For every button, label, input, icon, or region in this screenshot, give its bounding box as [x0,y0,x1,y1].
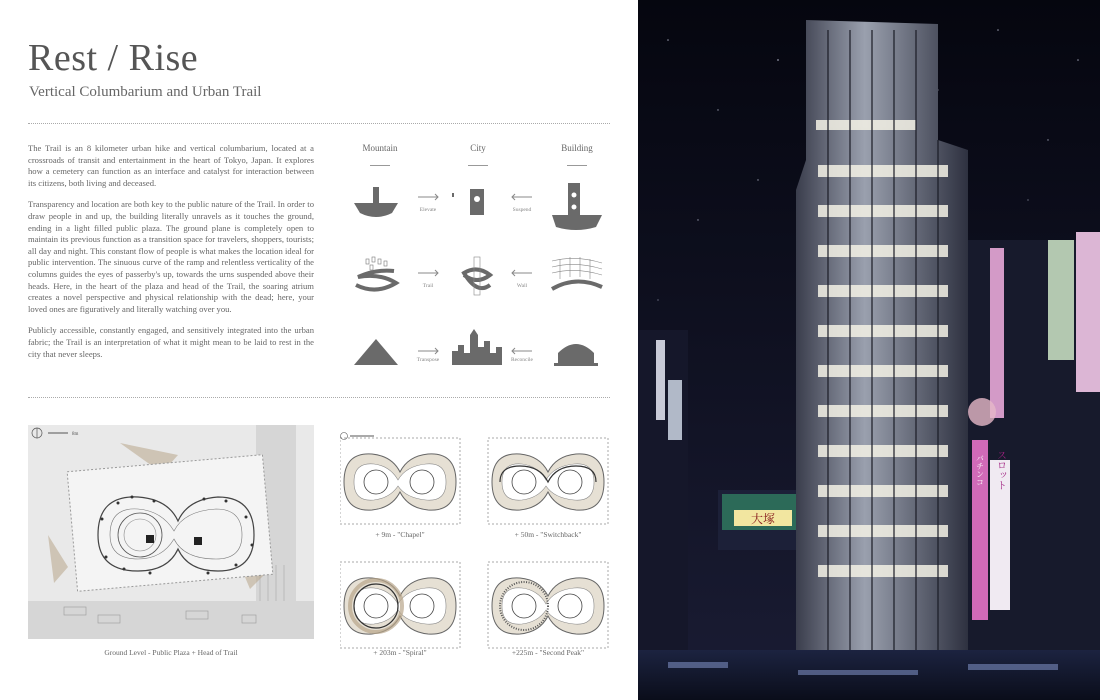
plan-chapel [340,438,460,524]
mountain-transpose-icon [354,339,398,365]
upper-level-plans [340,432,615,657]
plan-spiral [340,562,460,648]
city-tower-icon [452,189,484,215]
caption-switchback: + 50m - "Switchback" [514,530,582,539]
plan-switchback [488,438,608,524]
sign-otsuka: 大塚 [750,512,776,526]
column-head-city: City [470,143,486,153]
arrow-label-elevate: Elevate [419,207,437,213]
plan-second-peak [488,562,608,648]
sign-pachinko: バチンコ [975,454,985,486]
caption-chapel: + 9m - "Chapel" [375,530,425,539]
ground-level-plan [28,425,314,639]
paragraph-3: Publicly accessible, constantly engaged, and sensitively integrated into the urban fabric; the Trail is an interpretation of what it might mean to be laid to rest in the city that never sleeps. [28,325,314,359]
arrow-label-wall: Wall [516,283,528,289]
divider [28,397,610,398]
mountain-trail-icon [356,257,396,290]
arrow-icon [512,194,532,200]
arrow-icon [418,270,438,276]
divider [468,165,488,166]
page-subtitle: Vertical Columbarium and Urban Trail [29,84,262,100]
city-skyline-icon [452,329,502,365]
building-wall-icon [552,257,602,289]
tower-rendering-image [638,0,1100,700]
arrow-label-trail: Trail [422,283,434,289]
scale-label: 8m [72,432,79,437]
divider [567,165,587,166]
caption-second-peak: +225m - "Second Peak" [511,648,585,657]
column-head-building: Building [561,143,593,153]
arrow-icon [512,348,532,354]
column-head-mountain: Mountain [362,143,398,153]
arrow-icon [418,194,438,200]
arrow-label-suspend: Suspend [512,207,532,213]
paragraph-1: The Trail is an 8 kilometer urban hike and vertical columbarium, located at a crossroads of transit and entertainment in the heart of Tokyo, Japan. It explores how a cemetery can function as an interface and catalyst for interaction between its citizens, both living and deceased. [28,143,314,188]
sign-slot: スロット [994,450,1006,490]
arrow-label-reconcile: Reconcile [511,357,533,363]
body-text [28,143,314,370]
caption-ground-level: Ground Level - Public Plaza + Head of Trail [104,648,238,657]
night-rendering [638,0,1100,700]
arrow-icon [418,348,438,354]
city-spiral-icon [464,257,490,295]
arrow-label-transpose: Transpose [416,357,440,363]
page-title: Rest / Rise [28,37,199,79]
building-suspend-icon [552,183,602,230]
arrow-icon [512,270,532,276]
building-dome-icon [554,344,598,366]
mountain-elevate-icon [354,187,398,217]
concept-diagram [340,175,620,375]
paragraph-2: Transparency and location are both key to the public nature of the Trail. In order to draw people in and up, the building literally unravels as it touches the ground, ending in a light filled public plaza. The ground plane is completely open to maintain its previous function as a transition space for travelers, shoppers, tourists; all day and night. This constant flow of people is what makes the location ideal for public intervention. The sinuous curve of the ramp and relentless verticality of the columns guides the eyes of passerby's up, towards the urns suspended above their heads. Here, in the heart of the plaza and head of the Trail, the soaring atrium creates a novel perspective and physical relationship with the dead; here, your loved ones are figuratively and literally watching over you. [28,199,314,314]
divider [28,123,610,124]
divider [370,165,390,166]
caption-spiral: + 203m - "Spiral" [373,648,427,657]
